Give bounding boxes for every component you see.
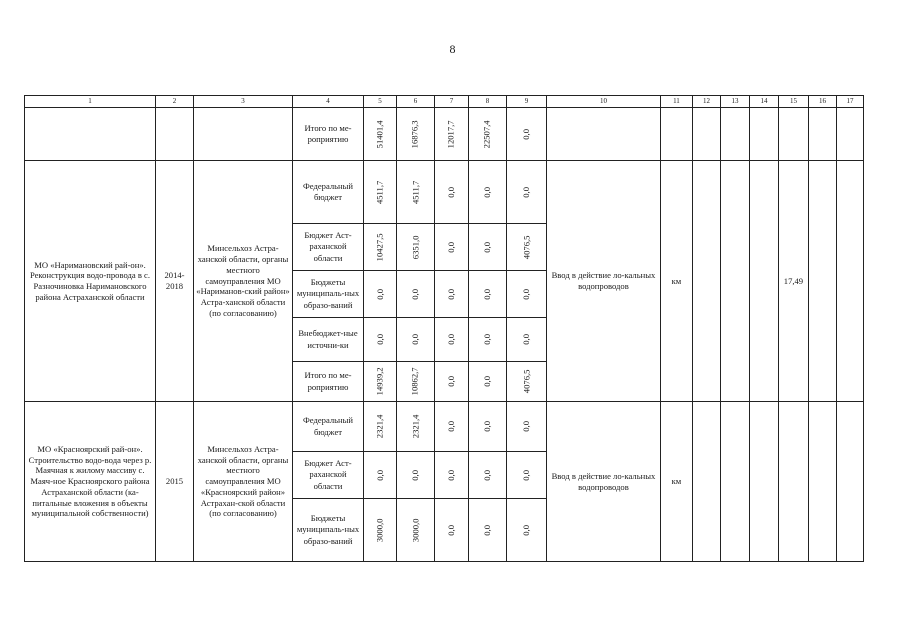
amount-cell	[506, 402, 546, 452]
amount-cell-text: 3000,0	[374, 518, 385, 542]
funding-source-cell: Федеральный бюджет	[293, 402, 364, 452]
amount-cell	[506, 224, 546, 271]
amount-cell-text: 0,0	[482, 524, 493, 536]
amount-cell-text: 4076,5	[521, 369, 532, 394]
amount-cell-text: 0,0	[521, 421, 532, 432]
amount-cell-text: 4511,7	[374, 180, 385, 204]
amount-cell	[468, 271, 506, 318]
period-cell: 2015	[156, 402, 194, 562]
amount-cell-text: 0,0	[446, 469, 457, 481]
column-number: 9	[506, 96, 546, 108]
carry-total-row	[25, 108, 864, 161]
amount-cell	[434, 161, 468, 224]
col-12-cell	[692, 161, 720, 402]
funding-source-cell: Бюджет Аст-раханской области	[293, 452, 364, 499]
amount-cell	[364, 271, 397, 318]
funding-source-cell: Бюджеты муниципаль-ных образо-ваний	[293, 499, 364, 562]
amount-cell-text: 0,0	[446, 186, 457, 198]
amount-cell	[396, 402, 434, 452]
amount-cell	[468, 362, 506, 402]
amount-cell	[506, 362, 546, 402]
amount-cell-text: 14939,2	[374, 367, 385, 396]
column-number: 16	[808, 96, 836, 108]
indicator-cell: Ввод в действие ло-кальных водопроводов	[546, 161, 660, 402]
amount-cell-text: 0,0	[482, 241, 493, 253]
page-number: 8	[449, 42, 456, 56]
amount-cell	[506, 271, 546, 318]
column-number: 2	[156, 96, 194, 108]
amount-cell-text: 0,0	[521, 524, 532, 536]
column-number: 4	[293, 96, 364, 108]
amount-cell	[434, 318, 468, 362]
amount-cell	[364, 402, 397, 452]
amount-cell	[468, 318, 506, 362]
funding-source-cell: Итого по ме-роприятию	[293, 108, 364, 161]
amount-cell	[364, 161, 397, 224]
amount-cell	[396, 161, 434, 224]
carry-empty-cell	[778, 108, 808, 161]
amount-cell	[506, 108, 546, 161]
col-14-cell	[749, 402, 778, 562]
amount-cell	[434, 271, 468, 318]
amount-cell-text: 2321,4	[410, 414, 421, 439]
column-number: 12	[692, 96, 720, 108]
amount-cell-text: 51401,4	[374, 120, 385, 148]
amount-cell-text: 0,0	[521, 334, 532, 345]
amount-cell-text: 0,0	[446, 376, 457, 387]
carry-executor-cell	[194, 108, 293, 161]
unit-cell: км	[660, 402, 692, 562]
funding-source-cell: Внебюджет-ные источни-ки	[293, 318, 364, 362]
amount-cell-text: 16876,3	[410, 120, 421, 148]
amount-cell	[434, 362, 468, 402]
amount-cell	[434, 452, 468, 499]
amount-cell	[396, 108, 434, 161]
funding-source-cell: Федеральный бюджет	[293, 161, 364, 224]
amount-cell	[396, 452, 434, 499]
column-number: 10	[546, 96, 660, 108]
amount-cell-text: 4511,7	[410, 180, 421, 204]
amount-cell	[434, 108, 468, 161]
column-number: 8	[468, 96, 506, 108]
object-name-cell: МО «Красноярский рай-он». Строительство водо-вода через р. Маячная к жилому массиву с. Маяч-ное Красноярского района Астраханской области (ка-питальные вложения в объекты муниципальной собственности)	[25, 402, 156, 562]
object-name-cell: МО «Наримановский рай-он». Реконструкция водо-провода в с. Разночиновка Наримановского района Астраханской области	[25, 161, 156, 402]
amount-cell	[364, 318, 397, 362]
column-number: 5	[364, 96, 397, 108]
column-number: 15	[778, 96, 808, 108]
amount-cell-text: 0,0	[446, 241, 457, 253]
amount-cell-text: 0,0	[410, 334, 421, 345]
period-cell: 2014-2018	[156, 161, 194, 402]
column-number: 13	[720, 96, 749, 108]
amount-cell	[396, 318, 434, 362]
amount-cell	[396, 499, 434, 562]
amount-cell	[506, 499, 546, 562]
column-number: 11	[660, 96, 692, 108]
amount-cell-text: 0,0	[482, 376, 493, 387]
funding-row	[25, 402, 864, 452]
amount-cell	[364, 499, 397, 562]
amount-cell-text: 6351,0	[410, 235, 421, 259]
amount-cell-text: 22507,4	[482, 120, 493, 148]
amount-cell	[396, 271, 434, 318]
amount-cell	[468, 108, 506, 161]
amount-cell	[506, 452, 546, 499]
amount-cell	[434, 499, 468, 562]
amount-cell-text: 12017,7	[446, 120, 457, 148]
carry-object-cell	[25, 108, 156, 161]
column-number: 1	[25, 96, 156, 108]
column-number: 6	[396, 96, 434, 108]
indicator-cell: Ввод в действие ло-кальных водопроводов	[546, 402, 660, 562]
carry-period-cell	[156, 108, 194, 161]
unit-cell: км	[660, 161, 692, 402]
amount-cell-text: 10862,7	[410, 367, 421, 396]
column-number: 7	[434, 96, 468, 108]
amount-cell-text: 0,0	[521, 186, 532, 198]
carry-empty-cell	[808, 108, 836, 161]
amount-cell-text: 0,0	[446, 421, 457, 432]
amount-cell-text: 0,0	[446, 288, 457, 300]
amount-cell-text: 4076,5	[521, 235, 532, 259]
amount-cell	[396, 224, 434, 271]
col-13-cell	[720, 402, 749, 562]
amount-cell	[506, 318, 546, 362]
col-16-cell	[808, 402, 836, 562]
amount-cell-text: 0,0	[521, 288, 532, 300]
carry-empty-cell	[720, 108, 749, 161]
funding-source-cell: Итого по ме-роприятию	[293, 362, 364, 402]
carry-empty-cell	[836, 108, 863, 161]
amount-cell-text: 0,0	[521, 469, 532, 481]
amount-cell-text: 0,0	[482, 421, 493, 432]
amount-cell	[468, 452, 506, 499]
amount-cell	[468, 499, 506, 562]
amount-cell-text: 3000,0	[410, 518, 421, 542]
amount-cell-text: 0,0	[374, 469, 385, 481]
amount-cell-text: 10427,5	[374, 233, 385, 261]
col-14-cell	[749, 161, 778, 402]
funding-source-cell: Бюджеты муниципаль-ных образо-ваний	[293, 271, 364, 318]
carry-empty-cell	[546, 108, 660, 161]
carry-empty-cell	[749, 108, 778, 161]
column-number: 14	[749, 96, 778, 108]
col-17-cell	[836, 402, 863, 562]
amount-cell-text: 0,0	[446, 524, 457, 536]
column-number: 17	[836, 96, 863, 108]
amount-cell	[396, 362, 434, 402]
amount-cell-text: 0,0	[410, 469, 421, 481]
carry-empty-cell	[692, 108, 720, 161]
funding-source-cell: Бюджет Аст-раханской области	[293, 224, 364, 271]
amount-cell	[364, 108, 397, 161]
amount-cell-text: 0,0	[374, 288, 385, 300]
col-17-cell	[836, 161, 863, 402]
amount-cell	[468, 161, 506, 224]
amount-cell	[364, 224, 397, 271]
amount-cell	[364, 362, 397, 402]
executor-cell: Минсельхоз Астра-ханской области, органы местного самоуправления МО «Нариманов-ский район» Астра-ханской области (по согласованию)	[194, 161, 293, 402]
amount-cell-text: 0,0	[410, 288, 421, 300]
program-table	[24, 95, 864, 562]
funding-row	[25, 161, 864, 224]
amount-cell	[364, 452, 397, 499]
amount-cell-text: 0,0	[482, 186, 493, 198]
amount-cell-text: 0,0	[482, 469, 493, 481]
amount-cell	[468, 402, 506, 452]
amount-cell-text: 0,0	[446, 334, 457, 345]
col-15-cell	[778, 402, 808, 562]
amount-cell-text: 2321,4	[374, 414, 385, 439]
amount-cell	[468, 224, 506, 271]
carry-empty-cell	[660, 108, 692, 161]
col-12-cell	[692, 402, 720, 562]
col-15-cell: 17,49	[778, 161, 808, 402]
col-16-cell	[808, 161, 836, 402]
executor-cell: Минсельхоз Астра-ханской области, органы местного самоуправления МО «Красноярский район» Астрахан-ской области (по согласованию)	[194, 402, 293, 562]
amount-cell-text: 0,0	[482, 288, 493, 300]
amount-cell	[506, 161, 546, 224]
amount-cell-text: 0,0	[374, 334, 385, 345]
column-number-row	[25, 96, 864, 108]
amount-cell-text: 0,0	[521, 128, 532, 140]
col-13-cell	[720, 161, 749, 402]
amount-cell	[434, 224, 468, 271]
amount-cell-text: 0,0	[482, 334, 493, 345]
amount-cell	[434, 402, 468, 452]
column-number: 3	[194, 96, 293, 108]
